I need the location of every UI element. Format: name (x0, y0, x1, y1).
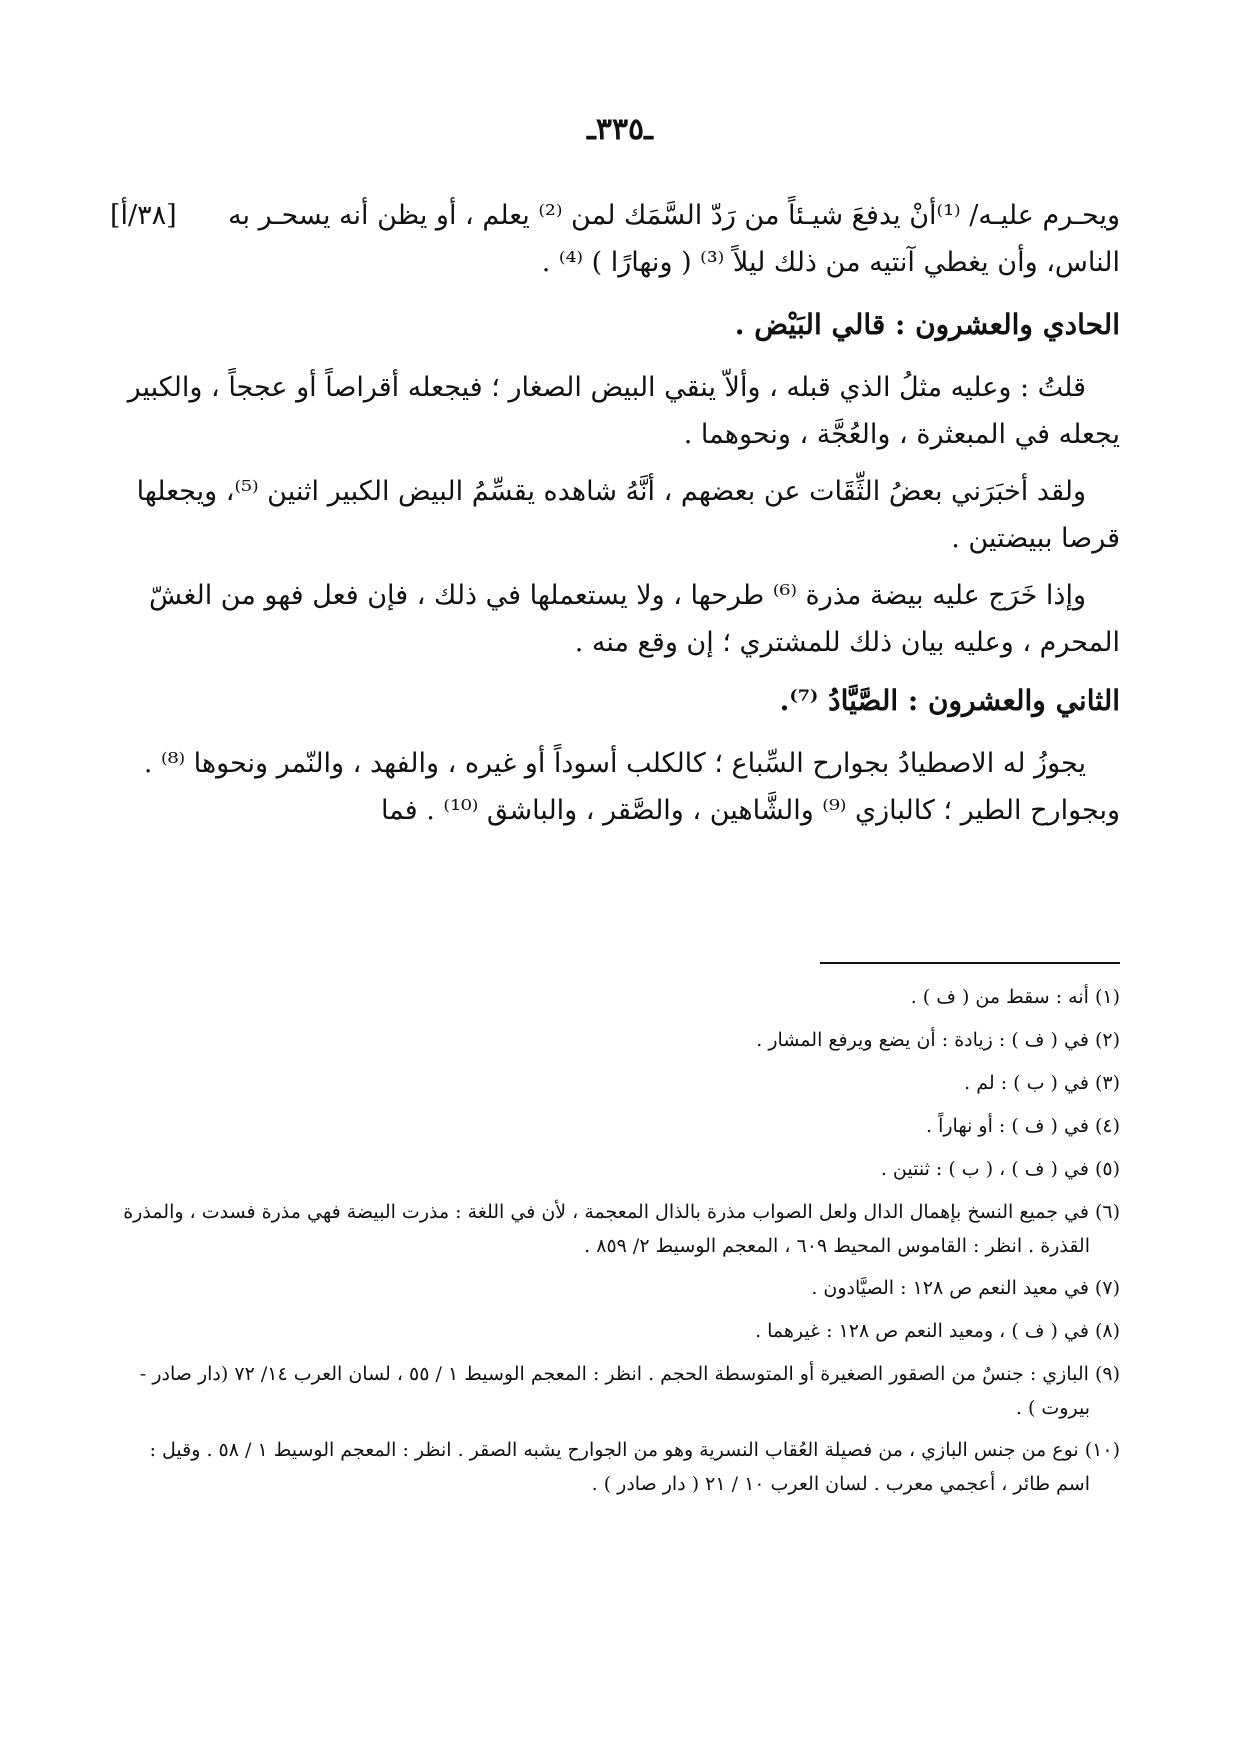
section-heading-21: الحادي والعشرون : قالي البَيْض . (734, 308, 1120, 341)
footnote-4: (٤) في ( ف ) : أو نهاراً . (926, 1115, 1120, 1137)
opening-paragraph (110, 192, 1120, 286)
footnote-9: (٩) البازي : جنسٌ من الصقور الصغيرة أو المتوسطة الحجم . انظر : المعجم الوسيط ١ / ٥٥ ، لسان العرب ١٤/ ٧٢ (دار صادر - بيروت ) . (139, 1363, 1120, 1419)
section-21-paragraph-2: ولقد أخبَرَني بعضُ الثِّقَات عن بعضهم ، أنَّهُ شاهده يقسِّمُ البيض الكبير اثنين ⁽⁵⁾، ويجعلها قرصا ببيضتين . (136, 476, 1120, 554)
section-22-paragraph-1: يجوزُ له الاصطيادُ بجوارح السِّباع ؛ كالكلب أسوداً أو غيره ، والفهد ، والنّمر ونحوها ⁽⁸⁾ . وبجوارح الطير ؛ كالبازي ⁽⁹⁾ والشَّاهين ، والصَّقر ، والباشق ⁽¹⁰⁾ . فما (143, 748, 1120, 826)
footnote-3: (٣) في ( ب ) : لم . (964, 1072, 1120, 1094)
footnote-10: (١٠) نوع من جنس البازي ، من فصيلة العُقاب النسرية وهو من الجوارح يشبه الصقر . انظر : المعجم الوسيط ١ / ٥٨ . وقيل : اسم طائر ، أعجمي معرب . لسان العرب ١٠ / ٢١ ( دار صادر ) . (149, 1439, 1120, 1495)
main-text (110, 192, 1120, 844)
section-21-paragraph-1: قلتُ : وعليه مثلُ الذي قبله ، وألاّ ينقي البيض الصغار ؛ فيجعله أقراصاً أو عججاً ، والكبير يجعله في المبعثرة ، والعُجَّة ، ونحوهما . (127, 372, 1120, 450)
footnote-6: (٦) في جميع النسخ بإهمال الدال ولعل الصواب مذرة بالذال المعجمة ، لأن في اللغة : مذرت البيضة فهي مذرة فسدت ، والمذرة القذرة . انظر : القاموس المحيط ٦٠٩ ، المعجم الوسيط ٢/ ٨٥٩ . (123, 1201, 1120, 1257)
footnote-1: (١) أنه : سقط من ( ف ) . (910, 986, 1120, 1008)
section-heading-22: الثاني والعشرون : الصَّيَّادُ ⁽⁷⁾. (779, 684, 1120, 717)
opening-paragraph-text: ويحـرم عليـه/ ⁽¹⁾أنْ يدفعَ شيـئاً من رَدّ السَّمَك لمن ⁽²⁾ يعلم ، أو يظن أنه يسحـر به الناس، وأن يغطي آنتيه من ذلك ليلاً ⁽³⁾ ( ونهارًا ) ⁽⁴⁾ . (228, 200, 1120, 278)
page-number: ـ٣٣٥ـ (587, 112, 653, 147)
footnote-2: (٢) في ( ف ) : زيادة : أن يضع ويرفع المشار . (756, 1029, 1120, 1051)
footnote-divider (820, 962, 1120, 964)
footnote-8: (٨) في ( ف ) ، ومعيد النعم ص ١٢٨ : غيرهما . (755, 1320, 1120, 1342)
footnote-5: (٥) في ( ف ) ، ( ب ) : ثنتين . (880, 1158, 1120, 1180)
section-21-paragraph-3: وإذا خَرَج عليه بيضة مذرة ⁽⁶⁾ طرحها ، ولا يستعملها في ذلك ، فإن فعل فهو من الغشّ المحرم ، وعليه بيان ذلك للمشتري ؛ إن وقع منه . (149, 580, 1120, 658)
margin-folio-marker: [٣٨/أ] (110, 200, 177, 231)
footnote-7: (٧) في معيد النعم ص ١٢٨ : الصيَّادون . (811, 1277, 1120, 1299)
footnotes (110, 980, 1120, 1509)
